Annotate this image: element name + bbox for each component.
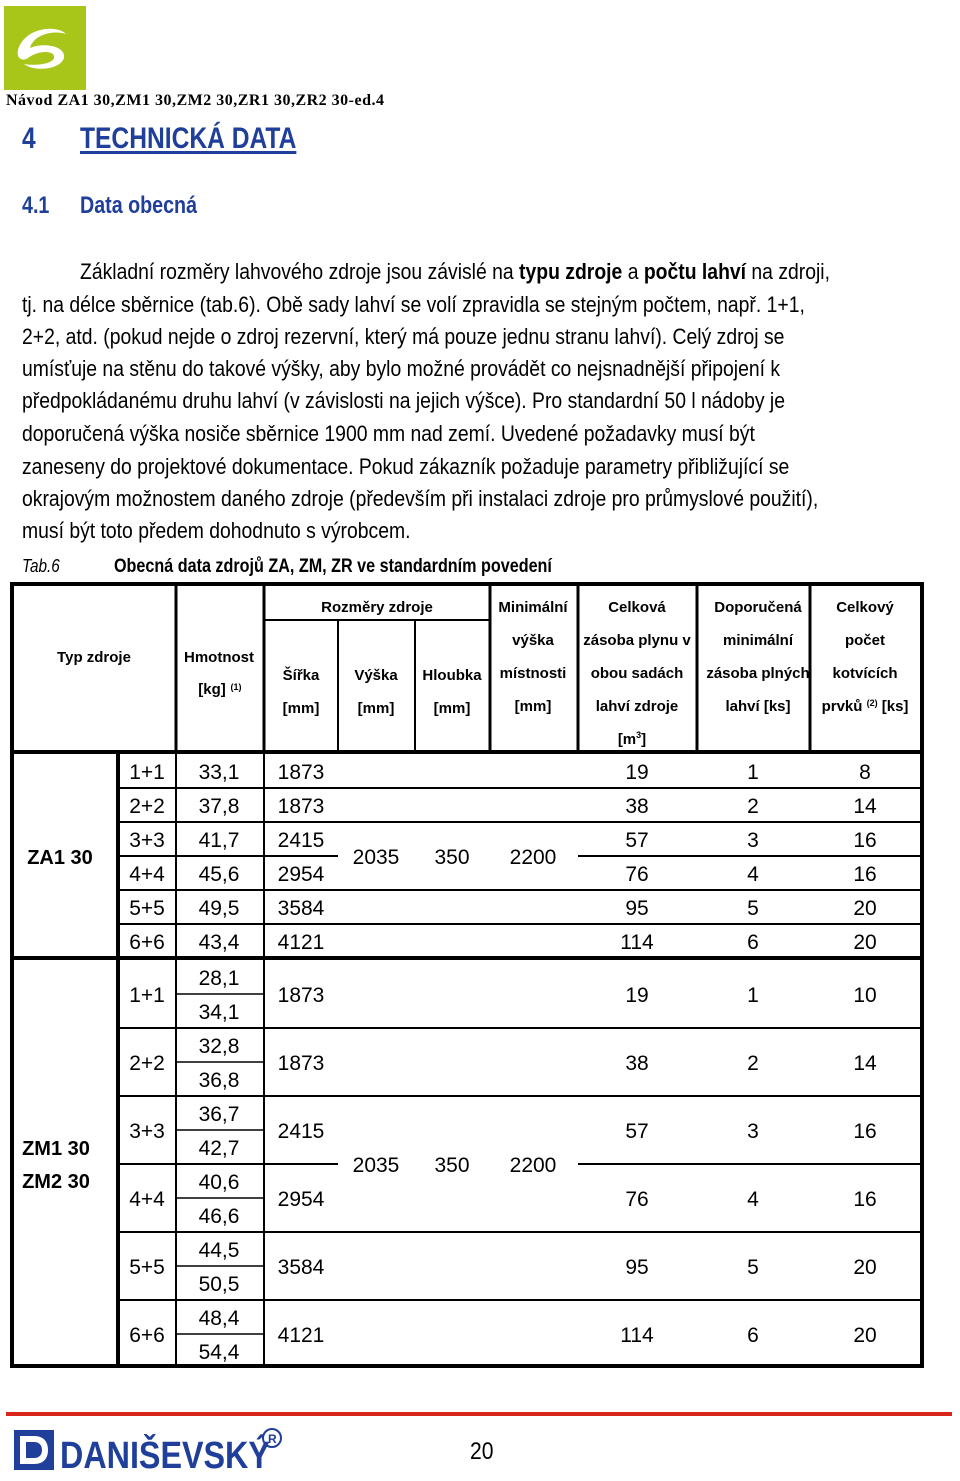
cell-pocet: 14 [853,1052,877,1075]
header-sirka-unit: [mm] [282,700,320,717]
table-header [57,599,908,748]
cell-hmotnost-zm1: 40,6 [198,1171,240,1194]
cell-config: 4+4 [129,863,165,886]
zm-min-vyska: 2200 [509,1154,557,1177]
cell-zasoba: 95 [625,897,649,920]
paragraph-bold: počtu lahví [643,259,747,284]
cell-sirka: 4121 [277,1324,325,1347]
cell-doporucena: 4 [747,863,759,886]
header-hmotnost-note: (1) [230,682,242,692]
cell-config: 2+2 [129,1052,165,1075]
heading-title: TECHNICKÁ DATA [80,122,297,155]
paragraph-bold: typu zdroje [519,259,623,284]
danisevsky-logo-icon [14,1424,284,1474]
cell-hmotnost: 33,1 [198,761,240,784]
header-cel-5: $[m^3]$ [617,730,647,748]
cell-zasoba: 19 [625,761,649,784]
cell-doporucena: 1 [747,984,759,1007]
cell-zasoba: 76 [625,863,649,886]
zm-vyska: 2035 [352,1154,400,1177]
page-number: 20 [470,1438,494,1465]
za-vyska: 2035 [352,846,400,869]
cell-doporucena: 5 [747,1256,759,1279]
za-hloubka: 350 [434,846,470,869]
cell-config: 1+1 [129,761,165,784]
cell-pocet: 20 [853,931,877,954]
cell-config: 1+1 [129,984,165,1007]
header-rozmery: Rozměry zdroje [321,599,433,616]
cell-config: 5+5 [129,1256,165,1279]
cell-config: 2+2 [129,795,165,818]
header-min-4: [mm] [514,698,552,715]
cell-hmotnost-zm1: 44,5 [198,1239,240,1262]
header-min-2: výška [512,632,554,649]
cell-zasoba: 114 [620,1324,654,1347]
paragraph-line: zaneseny do projektové dokumentace. Pokud zákazník požaduje parametry přibližující se [22,454,790,479]
paragraph-line: okrajovým možnostem daného zdroje (především při instalaci zdroje pro průmyslové použití), [22,486,819,511]
cell-hmotnost-zm1: 32,8 [198,1035,240,1058]
paragraph-text: Základní rozměry lahvového zdroje jsou závislé na [80,259,520,284]
header-hloubka-unit: [mm] [433,700,471,717]
cell-sirka: 3584 [277,1256,325,1279]
header-min-3: místnosti [499,665,567,682]
header-vyska-unit: [mm] [357,700,395,717]
cell-sirka: 2954 [277,863,325,886]
footer-logo-text: DANIŠEVSKÝ [60,1434,270,1474]
cell-doporucena: 6 [747,1324,759,1347]
zm-hloubka: 350 [434,1154,470,1177]
header-cel-2: zásoba plynu v [583,632,691,649]
cell-doporucena: 2 [747,795,759,818]
group-label-zm1: ZM1 30 [22,1138,90,1160]
cell-hmotnost-zm2: 36,8 [198,1069,240,1092]
header-vyska: Výška [354,667,398,684]
cell-zasoba: 76 [625,1188,649,1211]
cell-pocet: 16 [853,829,877,852]
cell-pocet: 8 [859,761,871,784]
cell-hmotnost-zm1: 48,4 [198,1307,240,1330]
cell-zasoba: 38 [625,795,649,818]
cell-zasoba: 19 [625,984,649,1007]
cell-doporucena: 3 [747,1120,759,1143]
paragraph-line: předpokládanému druhu lahví (v závislosti na jejich výšce). Pro standardní 50 l nádoby je [22,388,786,413]
cell-sirka: 1873 [277,984,325,1007]
cell-doporucena: 4 [747,1188,759,1211]
cell-config: 6+6 [129,1324,165,1347]
header-cel-3: obou sadách [590,665,684,682]
paragraph-text: a [622,259,644,284]
cell-sirka: 1873 [277,1052,325,1075]
cell-config: 4+4 [129,1188,165,1211]
subheading-number: 4.1 [22,192,50,219]
header-poc-1: Celkový [836,599,894,616]
header-dop-4: lahví [ks] [725,698,791,715]
cell-pocet: 16 [853,1120,877,1143]
document-title: Návod ZA1 30,ZM1 30,ZM2 30,ZR1 30,ZR2 30-ed.4 [6,92,385,109]
header-dop-1: Doporučená [714,599,802,616]
cell-zasoba: 95 [625,1256,649,1279]
cell-zasoba: 114 [620,931,654,954]
cell-pocet: 16 [853,1188,877,1211]
group-label-za: ZA1 30 [27,847,93,869]
cell-hmotnost-zm2: 50,5 [198,1273,240,1296]
header-min-1: Minimální [498,599,568,616]
cell-pocet: 16 [853,863,877,886]
cell-sirka: 3584 [277,897,325,920]
header-poc-4: prvků $^{(2)}$ [ks] [821,698,909,715]
cell-hmotnost: 45,6 [198,863,240,886]
cell-config: 6+6 [129,931,165,954]
cell-pocet: 10 [853,984,877,1007]
cell-doporucena: 1 [747,761,759,784]
cell-sirka: 4121 [277,931,325,954]
cell-pocet: 20 [853,897,877,920]
cell-hmotnost: 43,4 [198,931,240,954]
cell-pocet: 14 [853,795,877,818]
header-poc-2: počet [844,632,886,649]
paragraph-line: musí být toto předem dohodnuto s výrobcem. [22,518,411,543]
cell-config: 3+3 [129,829,165,852]
group-label-zm2: ZM2 30 [22,1171,90,1193]
cell-sirka: 2415 [277,1120,325,1143]
cell-config: 5+5 [129,897,165,920]
subheading-title: Data obecná [80,192,198,219]
za-min-vyska: 2200 [509,846,557,869]
cell-zasoba: 57 [625,1120,649,1143]
header-poc-3: kotvících [832,665,898,682]
cell-doporucena: 5 [747,897,759,920]
header-hloubka: Hloubka [422,667,482,684]
cell-hmotnost-zm2: 54,4 [198,1341,240,1364]
cell-hmotnost-zm2: 42,7 [198,1137,240,1160]
cell-sirka: 2415 [277,829,325,852]
cell-hmotnost-zm2: 46,6 [198,1205,240,1228]
paragraph-line: tj. na délce sběrnice (tab.6). Obě sady lahví se volí zpravidla se stejným počtem, např. 1+1, [22,292,805,317]
cell-doporucena: 6 [747,931,759,954]
cell-pocet: 20 [853,1324,877,1347]
header-hmotnost: Hmotnost [184,649,254,666]
header-dop-3: zásoba plných [706,665,810,682]
cell-zasoba: 57 [625,829,649,852]
heading-number: 4 [22,122,36,155]
paragraph-line: doporučená výška nosiče sběrnice 1900 mm nad zemí. Uvedené požadavky musí být [22,421,755,446]
footer-rule [6,1412,952,1416]
table-label: Tab.6 [22,556,60,576]
paragraph-text: na zdroji, [746,259,830,284]
header-typ-zdroje: Typ zdroje [57,649,131,666]
cell-sirka: 1873 [277,795,325,818]
header-cel-4: lahví zdroje [595,698,679,715]
cell-hmotnost-zm2: 34,1 [198,1001,240,1024]
header-sirka: Šířka [282,667,320,684]
cell-hmotnost-zm1: 28,1 [198,967,240,990]
cell-sirka: 2954 [277,1188,325,1211]
header-cel-1: Celková [608,599,666,616]
cell-doporucena: 2 [747,1052,759,1075]
cell-zasoba: 38 [625,1052,649,1075]
header-dop-2: minimální [722,632,794,649]
cell-hmotnost: 37,8 [198,795,240,818]
cell-hmotnost: 49,5 [198,897,240,920]
paragraph-line: umísťuje na stěnu do takové výšky, aby bylo možné provádět co nejsnadnější připojení k [22,356,781,381]
cell-doporucena: 3 [747,829,759,852]
cell-hmotnost-zm1: 36,7 [198,1103,240,1126]
cell-config: 3+3 [129,1120,165,1143]
paragraph-line: 2+2, atd. (pokud nejde o zdroj rezervní, který má pouze jednu stranu lahví). Celý zdroj se [22,324,785,349]
table-title: Obecná data zdrojů ZA, ZM, ZR ve standardním povedení [114,556,552,577]
cell-sirka: 1873 [277,761,325,784]
header-hmotnost-unit: [kg] [198,681,226,698]
svg-text:R: R [268,1432,277,1446]
cell-hmotnost: 41,7 [198,829,240,852]
cell-pocet: 20 [853,1256,877,1279]
